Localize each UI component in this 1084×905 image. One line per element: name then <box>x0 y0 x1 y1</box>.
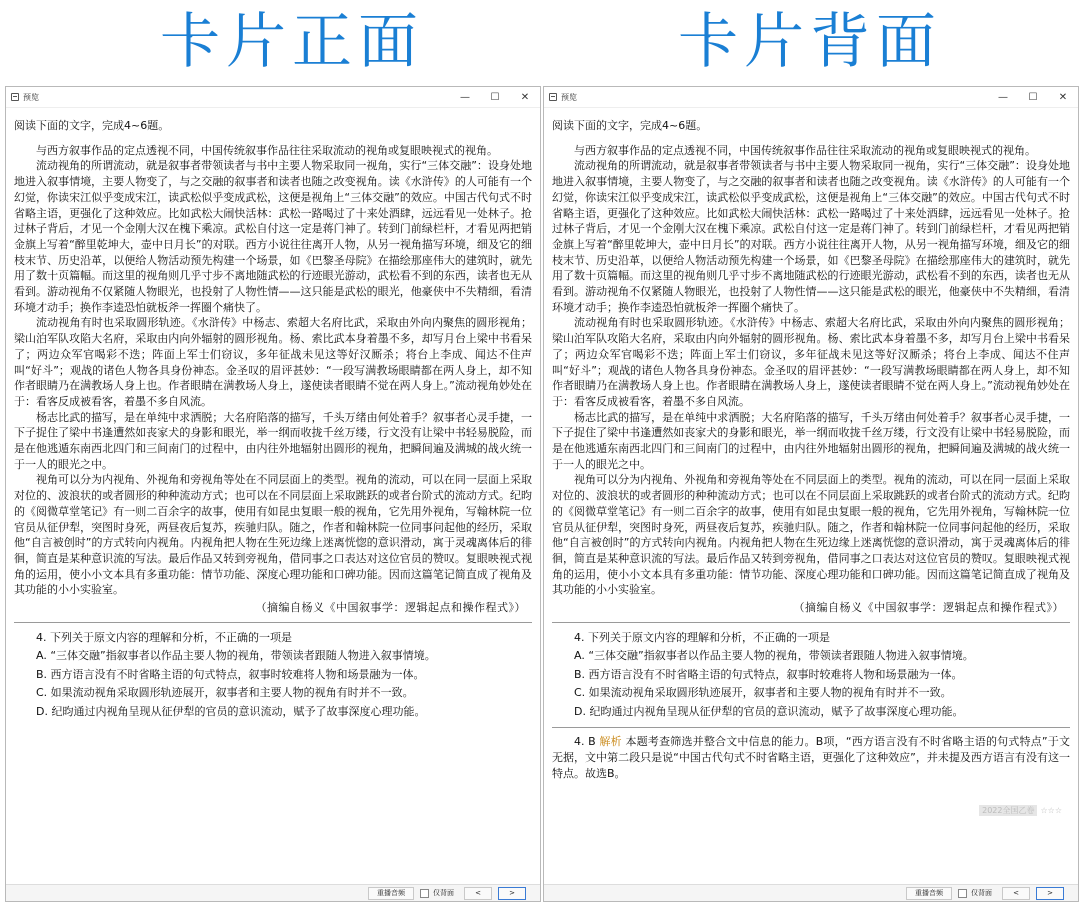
passage-source: （摘编自杨义《中国叙事学：逻辑起点和操作程式》） <box>255 601 526 615</box>
divider <box>552 622 1070 623</box>
passage-paragraph: 视角可以分为内视角、外视角和旁视角等处在不同层面上的类型。视角的流动，可以在同一层面上采取对位的、波浪状的或者圆形的种种流动方式；也可以在不同层面上采取跳跃的或者台阶式的流动方式。纪昀的《阅微草堂笔记》有一则二百余字的故事，使用有如昆虫复眼一般的视角，它先用外视角，写翰林院一位官员从征伊犁，突图时身死，两昼夜后复苏，疾驰归队。随之，作者和翰林院一位同事问起他的经历，采取他“自言被创时”的方式转向内视角。内视角把人物在生死边缘上迷离恍惚的意识滑动，寓于灵魂离体后的徘徊，简直是某种意识流的写法。最后作品又转到旁视角，借同事之口表达对这位官员的赞叹。复眼映视式视角的运用，使小小文本具有多重功能：情节功能、深度心理功能和口碑功能。因而这篇笔记简直成了视角及其功能的小小实验室。 <box>14 473 532 597</box>
card-content <box>552 115 1070 883</box>
question-option: C. 如果流动视角采取圆形轨迹展开，叙事者和主要人物的视角有时并不一致。 <box>574 686 952 700</box>
close-button[interactable]: ✕ <box>520 91 530 103</box>
back-only-label: 仅背面 <box>971 889 992 897</box>
minimize-button[interactable]: — <box>460 91 470 103</box>
passage-source: （摘编自杨义《中国叙事学：逻辑起点和操作程式》） <box>793 601 1064 615</box>
question-option: D. 纪昀通过内视角呈现从征伊犁的官员的意识流动，赋予了故事深度心理功能。 <box>36 704 426 718</box>
front-preview-window <box>5 86 541 902</box>
back-only-toggle[interactable] <box>420 888 454 898</box>
passage-paragraph: 流动视角有时也采取圆形轨迹。《水浒传》中杨志、索超大名府比武，采取由外向内聚焦的圆形视角；梁山泊军队攻陷大名府，采取由内向外辐射的圆形视角。杨、索比武本身着墨不多，却写月台上梁中书看呆了；两边众军官喝彩不迭；阵面上军士们窃议，多年征战未见这等好汉厮杀；将台上李成、闻达不住声叫“好斗”；观战的诸色人物各具身份神态。金圣叹的眉评甚妙：“一段写满教场眼睛都在两人身上，却不知作者眼睛乃在满教场人身上也。作者眼睛在满教场人身上，遂使读者眼睛不觉在两人身上。”流动视角妙处在于：看客反成被看客，着墨不多自风流。 <box>552 316 1070 408</box>
prev-card-button[interactable]: < <box>464 887 492 900</box>
minimize-button[interactable]: — <box>998 91 1008 103</box>
checkbox[interactable] <box>420 889 429 898</box>
source-watermark <box>552 803 1070 819</box>
preview-app-icon <box>11 93 19 101</box>
preview-app-icon <box>549 93 557 101</box>
analysis-tag: 解析 <box>599 735 622 749</box>
answer-prefix: 4. B <box>574 735 600 749</box>
question-option: B. 西方语言没有不时省略主语的句式特点，叙事时较难将人物和场景融为一体。 <box>36 667 425 681</box>
passage-paragraph: 杨志比武的描写，是在单纯中求洒脱；大名府陷落的描写，千头万绪由何处着手？叙事者心灵手捷，一下子捉住了梁中书逢遭然如丧家犬的身影和眼光，举一纲而收拢千丝万缕，行文没有让梁中书轻易脱险，而是在他逃遁东南西北四门和三间南门的过程中，由内往外地辐射出圆形的视角，把瞬间遍及满城的战火统一于一人的眼光之中。 <box>552 410 1070 471</box>
back-preview-window <box>543 86 1079 902</box>
question-block <box>552 629 1070 722</box>
answer-body: 本题考查筛选并整合文中信息的能力。B项，“西方语言没有不时省略主语的句式特点”于文无据，文中第二段只是说“中国古代句式不时省略主语，更强化了这种效应”，并未提及西方语言有没有这一特点。故选B。 <box>552 735 1070 780</box>
window-title: 预览 <box>561 92 577 102</box>
prev-card-button[interactable]: < <box>1002 887 1030 900</box>
card-content <box>14 115 532 883</box>
window-title: 预览 <box>23 92 39 102</box>
question-option: D. 纪昀通过内视角呈现从征伊犁的官员的意识流动，赋予了故事深度心理功能。 <box>574 704 964 718</box>
passage-paragraph: 与西方叙事作品的定点透视不同，中国传统叙事作品往往采取流动的视角或复眼映视式的视角。 <box>574 143 1036 157</box>
passage-paragraph: 杨志比武的描写，是在单纯中求洒脱；大名府陷落的描写，千头万绪由何处着手？叙事者心灵手捷，一下子捉住了梁中书逢遭然如丧家犬的身影和眼光，举一纲而收拢千丝万缕，行文没有让梁中书轻易脱险，而是在他逃遁东南西北四门和三间南门的过程中，由内往外地辐射出圆形的视角，把瞬间遍及满城的战火统一于一人的眼光之中。 <box>14 410 532 471</box>
back-only-toggle[interactable] <box>958 888 992 898</box>
question-option: C. 如果流动视角采取圆形轨迹展开，叙事者和主要人物的视角有时并不一致。 <box>36 686 414 700</box>
next-card-button[interactable]: > <box>1036 887 1064 900</box>
back-title: 卡片背面 <box>678 7 942 77</box>
window-titlebar <box>6 87 540 108</box>
answer-divider <box>552 727 1070 728</box>
question-option: A. “三体交融”指叙事者以作品主要人物的视角，带领读者跟随人物进入叙事情境。 <box>574 649 974 663</box>
bottom-toolbar <box>6 884 540 901</box>
checkbox[interactable] <box>958 889 967 898</box>
divider <box>14 622 532 623</box>
passage-paragraph: 视角可以分为内视角、外视角和旁视角等处在不同层面上的类型。视角的流动，可以在同一层面上采取对位的、波浪状的或者圆形的种种流动方式；也可以在不同层面上采取跳跃的或者台阶式的流动方式。纪昀的《阅微草堂笔记》有一则二百余字的故事，使用有如昆虫复眼一般的视角，它先用外视角，写翰林院一位官员从征伊犁，突图时身死，两昼夜后复苏，疾驰归队。随之，作者和翰林院一位同事问起他的经历，采取他“自言被创时”的方式转向内视角。内视角把人物在生死边缘上迷离恍惚的意识滑动，寓于灵魂离体后的徘徊，简直是某种意识流的写法。最后作品又转到旁视角，借同事之口表达对这位官员的赞叹。复眼映视式视角的运用，使小小文本具有多重功能：情节功能、深度心理功能和口碑功能。因而这篇笔记简直成了视角及其功能的小小实验室。 <box>552 473 1070 597</box>
next-card-button[interactable]: > <box>498 887 526 900</box>
passage-paragraph: 流动视角有时也采取圆形轨迹。《水浒传》中杨志、索超大名府比武，采取由外向内聚焦的圆形视角；梁山泊军队攻陷大名府，采取由内向外辐射的圆形视角。杨、索比武本身着墨不多，却写月台上梁中书看呆了；两边众军官喝彩不迭；阵面上军士们窃议，多年征战未见这等好汉厮杀；将台上李成、闻达不住声叫“好斗”；观战的诸色人物各具身份神态。金圣叹的眉评甚妙：“一段写满教场眼睛都在两人身上，却不知作者眼睛乃在满教场人身上也。作者眼睛在满教场人身上，遂使读者眼睛不觉在两人身上。”流动视角妙处在于：看客反成被看客，着墨不多自风流。 <box>14 316 532 408</box>
difficulty-stars: ☆☆☆ <box>1040 806 1062 816</box>
passage-paragraph: 流动视角的所谓流动，就是叙事者带领读者与书中主要人物采取同一视角，实行“三体交融”：设身处地地进入叙事情境，主要人物变了，与之交融的叙事者和读者也随之改变视角。读《水浒传》的人可能有一个幻觉，你读宋江似乎变成宋江，读武松似乎变成武松，这便是视角上“三体交融”的效应。中国古代句式不时省略主语，更强化了这种效应。比如武松大闹快活林：武松一路喝过了十来处酒肆，远远看见一处林子。抢过林子背后，才见一个金刚大汉在槐下乘凉。武松自付这一定是蒋门神了。转到门前绿栏杆，才看见两把销金旗上写着“醉里乾坤大，壶中日月长”的对联。西方小说往往离开人物，从另一视角描写环境，细及它的细枝末节、历史沿革，以便给人物活动预先构建一个场景，如《巴黎圣母院》在描绘那座伟大的建筑时，就先用了数十页篇幅。而这里的视角则几乎寸步不离地随武松的行迹眼光游动，武松看不到的东西，读者也无从看到。游动视角不仅紧随人物眼光，也投射了人物性情——这只能是武松的眼光，他豪侠中不失精细，看清环境才动手；换作李逵恐怕就板斧一挥圈个痛快了。 <box>552 159 1070 314</box>
question-title: 4. 下列关于原文内容的理解和分析，不正确的一项是 <box>574 630 830 644</box>
question-block <box>14 629 532 722</box>
bottom-toolbar <box>544 884 1078 901</box>
passage-paragraph: 流动视角的所谓流动，就是叙事者带领读者与书中主要人物采取同一视角，实行“三体交融”：设身处地地进入叙事情境，主要人物变了，与之交融的叙事者和读者也随之改变视角。读《水浒传》的人可能有一个幻觉，你读宋江似乎变成宋江，读武松似乎变成武松，这便是视角上“三体交融”的效应。中国古代句式不时省略主语，更强化了这种效应。比如武松大闹快活林：武松一路喝过了十来处酒肆，远远看见一处林子。抢过林子背后，才见一个金刚大汉在槐下乘凉。武松自付这一定是蒋门神了。转到门前绿栏杆，才看见两把销金旗上写着“醉里乾坤大，壶中日月长”的对联。西方小说往往离开人物，从另一视角描写环境，细及它的细枝末节、历史沿革，以便给人物活动预先构建一个场景，如《巴黎圣母院》在描绘那座伟大的建筑时，就先用了数十页篇幅。而这里的视角则几乎寸步不离地随武松的行迹眼光游动，武松看不到的东西，读者也无从看到。游动视角不仅紧随人物眼光，也投射了人物性情——这只能是武松的眼光，他豪侠中不失精细，看清环境才动手；换作李逵恐怕就板斧一挥圈个痛快了。 <box>14 159 532 314</box>
replay-audio-button[interactable]: 重播音频 <box>368 887 414 900</box>
passage-intro: 阅读下面的文字，完成4~6题。 <box>552 119 708 132</box>
answer-explanation <box>552 734 1070 781</box>
replay-audio-button[interactable]: 重播音频 <box>906 887 952 900</box>
question-option: B. 西方语言没有不时省略主语的句式特点，叙事时较难将人物和场景融为一体。 <box>574 667 963 681</box>
question-option: A. “三体交融”指叙事者以作品主要人物的视角，带领读者跟随人物进入叙事情境。 <box>36 649 436 663</box>
back-only-label: 仅背面 <box>433 889 454 897</box>
maximize-button[interactable]: ☐ <box>1028 91 1038 103</box>
front-title: 卡片正面 <box>160 7 424 77</box>
maximize-button[interactable]: ☐ <box>490 91 500 103</box>
passage-intro: 阅读下面的文字，完成4~6题。 <box>14 119 170 132</box>
question-title: 4. 下列关于原文内容的理解和分析，不正确的一项是 <box>36 630 292 644</box>
window-titlebar <box>544 87 1078 108</box>
exam-watermark: 2022全国乙卷 <box>979 805 1037 816</box>
passage-paragraph: 与西方叙事作品的定点透视不同，中国传统叙事作品往往采取流动的视角或复眼映视式的视角。 <box>36 143 498 157</box>
close-button[interactable]: ✕ <box>1058 91 1068 103</box>
